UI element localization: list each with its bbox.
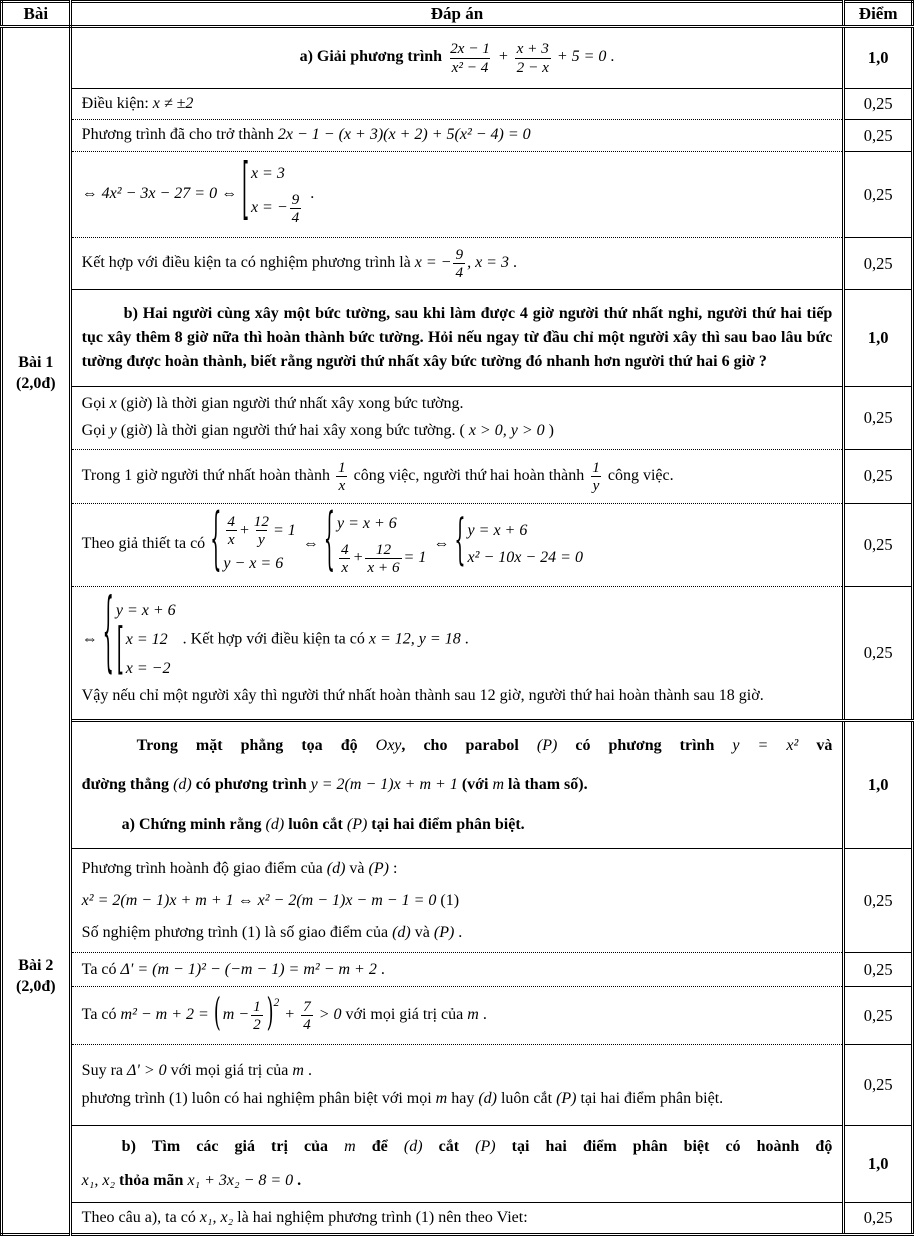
answer-paragraph [82, 392, 833, 417]
answer-paragraph [82, 886, 833, 916]
cases-line [337, 541, 426, 576]
text-run: tại hai điểm phân biệt. [576, 1090, 724, 1108]
math-run: ⇔ [298, 535, 323, 553]
text-run: phương trình (1) luôn có hai nghiệm phân biệt với mọi [81, 1090, 436, 1108]
fraction [363, 541, 403, 576]
math-run: (P) [368, 860, 389, 878]
score-cell: 0,25 [844, 89, 913, 120]
table-row [2, 120, 913, 152]
table-row [2, 238, 913, 290]
fraction-denominator: 4 [291, 208, 300, 226]
score-cell: 1,0 [844, 720, 913, 849]
math-run: x = −2 [125, 659, 171, 677]
fraction-denominator: 4 [303, 1016, 311, 1034]
table-row [2, 720, 913, 849]
score-cell: 0,25 [844, 120, 913, 152]
problem-label-line1: Bài 2 [18, 956, 54, 974]
answer-cell [70, 449, 844, 503]
table-row [2, 89, 913, 120]
fraction [299, 998, 315, 1033]
score-cell: 1,0 [844, 1126, 913, 1203]
problem-label-line1: Bài 1 [18, 354, 54, 372]
answer-paragraph [81, 992, 833, 1036]
table-row [2, 152, 913, 238]
answer-paragraph [82, 1131, 833, 1163]
math-run: Δ' > 0 [127, 1061, 167, 1079]
fraction-denominator: x² − 4 [451, 58, 489, 76]
answer-paragraph [82, 94, 833, 114]
cases-group [242, 153, 305, 230]
answer-paragraph [82, 459, 833, 494]
answer-cell [70, 290, 844, 387]
fraction-numerator: 1 [592, 458, 600, 476]
text-run: Ta có [81, 960, 121, 978]
fraction-denominator: 4 [455, 264, 464, 281]
table-row [2, 1126, 913, 1203]
answer-paragraph [82, 1165, 833, 1197]
table-row [2, 849, 913, 953]
paren-content [221, 997, 267, 1034]
cases-line [251, 191, 303, 226]
score-cell: 0,25 [844, 387, 913, 450]
score-cell: 0,25 [844, 449, 913, 503]
answer-paragraph [82, 40, 833, 75]
cases-line [223, 553, 283, 575]
math-run: y = x + 6 [115, 602, 176, 620]
math-run: x [109, 395, 117, 412]
paren-exponent: 2 [273, 997, 280, 1010]
close-paren-glyph: ) [266, 992, 274, 1036]
table-row [2, 387, 913, 450]
bold-text-run: có phương trình [557, 736, 733, 754]
math-run: + [352, 549, 364, 567]
math-run: x₁, x₂ [199, 1209, 234, 1227]
text-run: công việc, người thứ hai hoàn thành [349, 466, 589, 484]
answer-paragraph [82, 684, 833, 707]
math-run: x² = 2(m − 1)x + m + 1 ⇔ x² − 2(m − 1)x − m − 1 = 0 [81, 891, 437, 909]
problem-label [4, 353, 68, 395]
answer-paragraph [82, 854, 833, 884]
case-bracket-glyph: [ [242, 153, 249, 230]
answer-cell [70, 27, 844, 89]
math-run: (P) [433, 923, 455, 941]
table-row [2, 1203, 913, 1235]
problem-label-line2: (2,0đ) [16, 977, 56, 995]
fraction-denominator: x + 6 [367, 558, 400, 576]
column-header-bai: Bài [2, 2, 71, 27]
math-run: ⇔ [429, 535, 454, 553]
case-bracket-glyph: [ [116, 619, 124, 684]
fraction [288, 191, 304, 226]
math-run: m − [222, 1006, 250, 1024]
text-run: hay [447, 1090, 479, 1108]
cases-lines [221, 512, 297, 576]
bold-text-run: cắt [422, 1138, 476, 1156]
math-run: m [435, 1090, 448, 1108]
math-run: Oxy [375, 736, 402, 754]
open-paren-glyph: ( [213, 992, 221, 1036]
case-bracket-glyph: { [102, 586, 114, 686]
paren-group [213, 992, 280, 1036]
fraction [223, 513, 239, 548]
math-run: y = x + 6 [336, 515, 397, 533]
fraction-numerator: 9 [291, 190, 300, 208]
fraction [588, 459, 604, 494]
cases-line [251, 163, 285, 185]
bold-text-run: a) Giải phương trình [299, 48, 447, 66]
fraction-numerator: 4 [340, 540, 349, 558]
math-run: y − x = 6 [223, 555, 284, 573]
table-row [2, 953, 913, 987]
text-run: . Kết hợp với điều kiện ta có [178, 630, 369, 648]
cases-lines [124, 627, 173, 680]
math-run: y [109, 421, 117, 439]
cases-line [126, 657, 171, 680]
case-bracket-glyph: { [210, 503, 222, 580]
problem-label-line2: (2,0đ) [16, 375, 56, 393]
answer-paragraph [82, 1086, 833, 1112]
case-bracket-glyph: { [454, 511, 466, 573]
answer-paragraph [82, 1208, 833, 1228]
score-cell: 1,0 [844, 290, 913, 387]
text-run: Vậy nếu chỉ một người xây thì người thứ nhất hoàn thành sau 12 giờ, người thứ hai hoàn thành sau 18 giờ. [81, 686, 764, 704]
table-row [2, 503, 913, 586]
cases-lines [114, 598, 178, 682]
math-run: y = x² [732, 736, 799, 754]
cases-group [116, 619, 173, 684]
text-run: . [460, 630, 469, 648]
bold-text-run: tại hai điểm phân biệt. [367, 815, 525, 833]
answer-paragraph [82, 246, 833, 281]
math-run: m [292, 1061, 304, 1079]
problem-label [4, 956, 68, 998]
answer-paragraph [82, 806, 833, 844]
text-run: (giờ) là thời gian người thứ hai xây xong bức tường. ( [116, 421, 469, 439]
text-run: Điều kiện: [81, 95, 153, 112]
fraction-denominator: y [592, 476, 600, 494]
math-run: (d) [265, 815, 285, 833]
math-run: x = − [250, 198, 288, 216]
cases-group [454, 511, 585, 573]
answer-cell [70, 503, 844, 586]
table-row [2, 27, 913, 89]
text-run: với mọi giá trị của [166, 1061, 293, 1079]
math-run: Δ' = (m − 1)² − (−m − 1) = m² − m + 2 [120, 960, 377, 978]
text-run: luôn cắt [496, 1090, 557, 1108]
column-header-diem: Điểm [844, 2, 913, 27]
math-run: + 5 = 0 [552, 48, 607, 66]
text-run: Gọi [81, 395, 110, 412]
text-run: Phương trình đã cho trở thành [81, 126, 278, 144]
math-run: m² − m + 2 = [120, 1006, 213, 1024]
fraction-denominator: 2 [253, 1016, 261, 1034]
bold-text-run: a) Chứng minh rằng [121, 815, 266, 833]
answer-cell [70, 953, 844, 987]
text-run: . [508, 254, 517, 272]
text-run: Suy ra [81, 1061, 127, 1079]
score-cell: 0,25 [844, 238, 913, 290]
answer-paragraph [81, 586, 833, 686]
bold-text-run: Trong mặt phẳng tọa độ [136, 736, 376, 754]
bold-text-run: để [355, 1138, 404, 1156]
cases-lines [466, 519, 585, 571]
math-run: = 1 [272, 521, 296, 539]
math-run: , x = 3 [467, 254, 509, 272]
math-run: m [344, 1138, 356, 1156]
column-header-dapan: Đáp án [70, 2, 844, 27]
answer-cell [70, 1203, 844, 1235]
header-row [2, 2, 913, 27]
text-run: Kết hợp với điều kiện ta có nghiệm phương trình là [81, 254, 415, 272]
fraction [249, 998, 265, 1033]
text-run: . [478, 1006, 487, 1024]
text-run: : [388, 860, 398, 878]
problem-label-cell [2, 27, 71, 721]
math-run: m [492, 776, 505, 794]
text-run: Ta có [81, 1006, 121, 1024]
score-cell: 0,25 [844, 1203, 913, 1235]
answer-cell [70, 120, 844, 152]
bold-text-run: thỏa mãn [115, 1172, 188, 1190]
text-run: Trong 1 giờ người thứ nhất hoàn thành [81, 466, 335, 484]
bold-text-run: có phương trình [191, 776, 311, 794]
answer-cell [70, 720, 844, 849]
fraction-numerator: 2x − 1 [450, 40, 490, 58]
answer-paragraph [81, 153, 833, 230]
answer-cell [70, 238, 844, 290]
fraction-denominator: 2 − x [516, 58, 549, 76]
answer-paragraph [81, 503, 833, 580]
bold-text-run: là tham số). [504, 776, 588, 794]
score-cell: 0,25 [844, 953, 913, 987]
cases-lines [249, 162, 305, 226]
math-run: y = 2(m − 1)x + m + 1 [310, 776, 458, 794]
math-run: x² − 10x − 24 = 0 [467, 549, 583, 567]
bold-text-run: b) Tìm các giá trị của [121, 1138, 345, 1156]
math-run: (d) [326, 860, 346, 878]
math-run: (P) [346, 815, 368, 833]
text-run: . [376, 960, 385, 978]
cases-line [116, 599, 176, 622]
text-run: là hai nghiệm phương trình (1) nên theo Viet: [233, 1209, 528, 1227]
answer-cell [70, 849, 844, 953]
cases-line [337, 513, 397, 535]
table-row [2, 1045, 913, 1126]
math-run: (d) [173, 776, 192, 794]
text-run: (giờ) là thời gian người thứ nhất xây xong bức tường. [116, 395, 464, 412]
score-cell: 1,0 [844, 27, 913, 89]
bold-text-run: và [798, 736, 833, 754]
math-run: y = x + 6 [467, 521, 528, 539]
fraction [451, 246, 467, 281]
answer-cell [70, 1126, 844, 1203]
math-run: x = 12, y = 18 [368, 630, 461, 648]
score-cell: 0,25 [844, 586, 913, 720]
math-run: (d) [478, 1090, 497, 1108]
text-run: với mọi giá trị của [341, 1006, 468, 1024]
math-run: (d) [392, 923, 411, 941]
cases-group [102, 586, 178, 686]
math-run: x = 3 [250, 165, 285, 183]
table-row [2, 586, 913, 720]
math-run: x ≠ ±2 [152, 95, 194, 112]
cases-group [323, 503, 429, 580]
text-run: và [410, 923, 434, 941]
text-run: . [454, 923, 463, 941]
math-run: = 1 [403, 549, 427, 567]
bold-text-run: tại hai điểm phân biệt có hoành độ [495, 1138, 833, 1156]
bold-text-run: , cho parabol [401, 736, 537, 754]
text-run: và [345, 860, 369, 878]
bold-text-run: luôn cắt [284, 815, 347, 833]
math-run: + [493, 48, 513, 66]
text-run: công việc. [603, 466, 674, 484]
cases-line [116, 619, 174, 684]
cases-line [126, 628, 168, 651]
math-run: + [280, 1006, 300, 1024]
fraction [337, 541, 353, 576]
fraction-numerator: 9 [455, 245, 464, 263]
text-run: Phương trình hoành độ giao điểm của [81, 860, 327, 878]
fraction [250, 513, 273, 548]
problem-label-cell [2, 720, 71, 1235]
answer-cell [70, 152, 844, 238]
math-run: (P) [475, 1138, 496, 1156]
fraction-denominator: x [227, 531, 235, 549]
math-run: ⇔ [81, 630, 102, 648]
score-cell: 0,25 [844, 503, 913, 586]
case-bracket-glyph: { [323, 503, 335, 580]
math-run: ⇔ 4x² − 3x − 27 = 0 ⇔ [81, 185, 242, 203]
math-run: 2x − 1 − (x + 3)(x + 2) + 5(x² − 4) = 0 [277, 126, 531, 144]
math-run: + [238, 521, 250, 539]
fraction [334, 459, 350, 494]
math-run: > 0 [314, 1006, 342, 1024]
answer-paragraph [82, 959, 833, 981]
fraction-denominator: y [258, 531, 265, 549]
math-run: (d) [403, 1138, 423, 1156]
cases-line [468, 520, 528, 542]
answer-cell [70, 586, 844, 720]
answer-paragraph [82, 302, 833, 374]
text-run: Theo câu a), ta có [81, 1209, 200, 1227]
score-cell: 0,25 [844, 1045, 913, 1126]
cases-group [210, 503, 298, 580]
answer-paragraph [82, 419, 833, 444]
math-run: x = 12 [125, 631, 168, 649]
cases-line [223, 513, 295, 548]
answer-cell [70, 387, 844, 450]
answer-cell [70, 987, 844, 1045]
score-cell: 0,25 [844, 849, 913, 953]
answer-cell [70, 1045, 844, 1126]
text-run: (1) [436, 891, 460, 909]
math-run: x₁, x₂ [81, 1172, 115, 1190]
math-run: x > 0, y > 0 [468, 421, 545, 439]
paren-line [223, 998, 265, 1033]
text-run: ) [544, 421, 554, 439]
bold-text-run: đường thẳng [81, 776, 174, 794]
answer-paragraph [82, 766, 833, 804]
text-run: Theo giả thiết ta có [81, 535, 210, 553]
answer-paragraph [82, 727, 833, 765]
fraction-numerator: x + 3 [516, 40, 549, 58]
math-run: (P) [536, 736, 558, 754]
math-run: m [467, 1006, 479, 1024]
answer-cell [70, 89, 844, 120]
cases-line [468, 547, 583, 569]
fraction-numerator: 7 [303, 998, 311, 1016]
text-run: . [606, 48, 615, 66]
score-cell: 0,25 [844, 987, 913, 1045]
fraction-numerator: 12 [375, 540, 392, 558]
text-run: Số nghiệm phương trình (1) là số giao điểm của [81, 923, 393, 941]
text-run: . [303, 1061, 312, 1079]
math-run: x = − [414, 254, 452, 272]
math-run: x₁ + 3x₂ − 8 = 0 [187, 1172, 294, 1190]
fraction [513, 40, 553, 75]
bold-text-run: (với [457, 776, 493, 794]
fraction-numerator: 1 [253, 998, 261, 1016]
answer-paragraph [82, 1058, 833, 1084]
table-row [2, 290, 913, 387]
math-run: (P) [556, 1090, 577, 1108]
answer-paragraph [82, 918, 833, 948]
bold-text-run: b) Hai người cùng xây một bức tường, sau khi làm được 4 giờ người thứ nhất nghỉ, người thứ hai tiếp tục xây thêm 8 giờ nữa thì hoàn thành bức tường. Hỏi nếu ngay từ đầu chỉ một người xây thì sau bao lâu bức tường được hoàn thành, biết rằng người thứ nhất xây bức tường đó nhanh hơn người thứ hai 6 giờ ? [81, 305, 833, 370]
fraction-denominator: x [341, 558, 349, 576]
fraction [446, 40, 494, 75]
table-row [2, 449, 913, 503]
fraction-numerator: 1 [338, 458, 346, 476]
score-cell: 0,25 [844, 152, 913, 238]
fraction-denominator: x [338, 476, 346, 494]
fraction-numerator: 4 [227, 513, 235, 531]
fraction-numerator: 12 [253, 513, 269, 531]
table-row [2, 987, 913, 1045]
text-run: . [306, 185, 315, 203]
text-run: Gọi [81, 421, 110, 439]
bold-text-run: . [293, 1172, 302, 1190]
cases-lines [335, 512, 428, 576]
answer-paragraph [82, 125, 833, 146]
